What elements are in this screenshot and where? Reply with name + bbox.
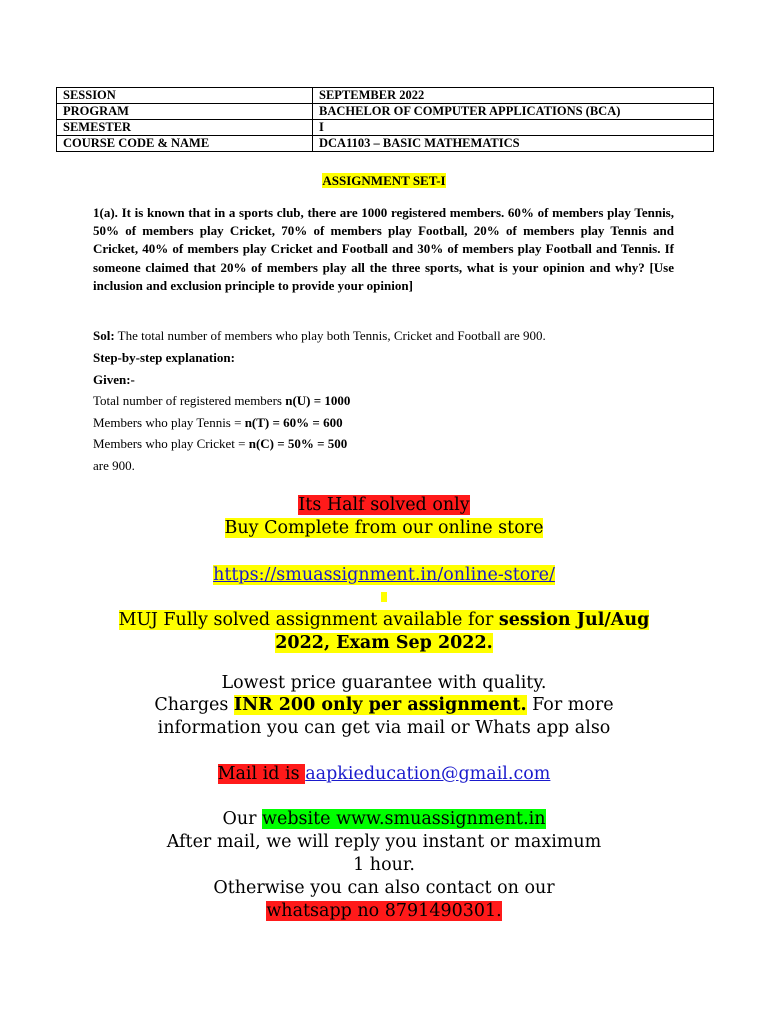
highlight-bar <box>381 592 387 602</box>
table-row <box>57 120 714 136</box>
given-line-value: n(U) = 1000 <box>285 393 351 408</box>
muj-line-1 <box>0 609 768 632</box>
muj-exam-text: 2022, Exam Sep 2022. <box>275 633 493 653</box>
buy-complete-text: Buy Complete from our online store <box>224 518 544 538</box>
step-heading: Step-by-step explanation: <box>93 350 235 365</box>
half-solved-notice <box>0 494 768 517</box>
after-mail-line: After mail, we will reply you instant or maximum <box>166 832 602 852</box>
table-row <box>57 88 714 104</box>
half-solved-text: Its Half solved only <box>298 495 470 515</box>
table-cell-label: SESSION <box>57 88 313 104</box>
whatsapp-line <box>0 900 768 923</box>
buy-complete-notice <box>0 517 768 540</box>
otherwise-line: Otherwise you can also contact on our <box>213 878 555 898</box>
link-underbar <box>0 586 768 596</box>
table-cell-value: DCA1103 – BASIC MATHEMATICS <box>313 136 714 152</box>
for-more-text: For more <box>526 695 614 715</box>
info-line: information you can get via mail or Whats app also <box>157 718 611 738</box>
sol-label: Sol: <box>93 328 115 343</box>
given-line-cricket <box>93 435 347 453</box>
muj-line-2 <box>0 632 768 655</box>
table-cell-label: SEMESTER <box>57 120 313 136</box>
table-cell-value: BACHELOR OF COMPUTER APPLICATIONS (BCA) <box>313 104 714 120</box>
assignment-set-title <box>0 173 768 189</box>
given-line-total <box>93 392 350 410</box>
muj-normal-text: MUJ Fully solved assignment available for <box>118 610 499 630</box>
given-line-value: n(T) = 60% = 600 <box>244 415 343 430</box>
lowest-price-line: Lowest price guarantee with quality. <box>221 673 547 693</box>
given-line-tennis <box>93 414 343 432</box>
table-cell-value: SEPTEMBER 2022 <box>313 88 714 104</box>
muj-session-text: session Jul/Aug <box>498 610 650 630</box>
table-cell-label: COURSE CODE & NAME <box>57 136 313 152</box>
set-title-text: ASSIGNMENT SET-I <box>322 173 446 188</box>
question-text: 1(a). It is known that in a sports club, there are 1000 registered members. 60% of members play Tennis, 50% of members play Cricket, 70% of members play Football, 20% of members play Tennis and Cricket, 40% of members play Cricket and Football and 30% of members play Football and Tennis. If someone claimed that 20% of members play all the three sports, what is your opinion and why? [Use inclusion and exclusion principle to provide your opinion] <box>93 205 674 293</box>
whatsapp-number: whatsapp no 8791490301. <box>266 901 502 921</box>
charges-text: Charges <box>154 695 234 715</box>
course-info-table <box>56 87 714 152</box>
solution-line <box>93 327 546 345</box>
given-heading: Given:- <box>93 372 135 387</box>
charges-line <box>0 694 768 717</box>
table-cell-value: I <box>313 120 714 136</box>
sol-text: The total number of members who play both Tennis, Cricket and Football are 900. <box>114 328 546 343</box>
our-text: Our <box>222 809 263 829</box>
muj-text <box>119 610 650 630</box>
website-text: website www.smuassignment.in <box>262 809 546 829</box>
mail-label: Mail id is <box>217 764 306 784</box>
given-line-text: Members who play Tennis = <box>93 415 245 430</box>
given-line-value: n(C) = 50% = 500 <box>248 436 348 451</box>
table-row <box>57 136 714 152</box>
website-line <box>0 808 768 831</box>
given-line-text: Total number of registered members <box>93 393 286 408</box>
mail-address-link[interactable]: aapkieducation@gmail.com <box>305 764 551 784</box>
given-line-tail: are 900. <box>93 458 135 473</box>
store-link-line <box>0 564 768 587</box>
given-line-text: Members who play Cricket = <box>93 436 249 451</box>
mail-line <box>0 763 768 786</box>
online-store-link[interactable]: https://smuassignment.in/online-store/ <box>213 565 555 585</box>
table-row <box>57 104 714 120</box>
one-hour-line: 1 hour. <box>353 855 415 875</box>
charges-price: INR 200 only per assignment. <box>233 695 527 715</box>
table-cell-label: PROGRAM <box>57 104 313 120</box>
